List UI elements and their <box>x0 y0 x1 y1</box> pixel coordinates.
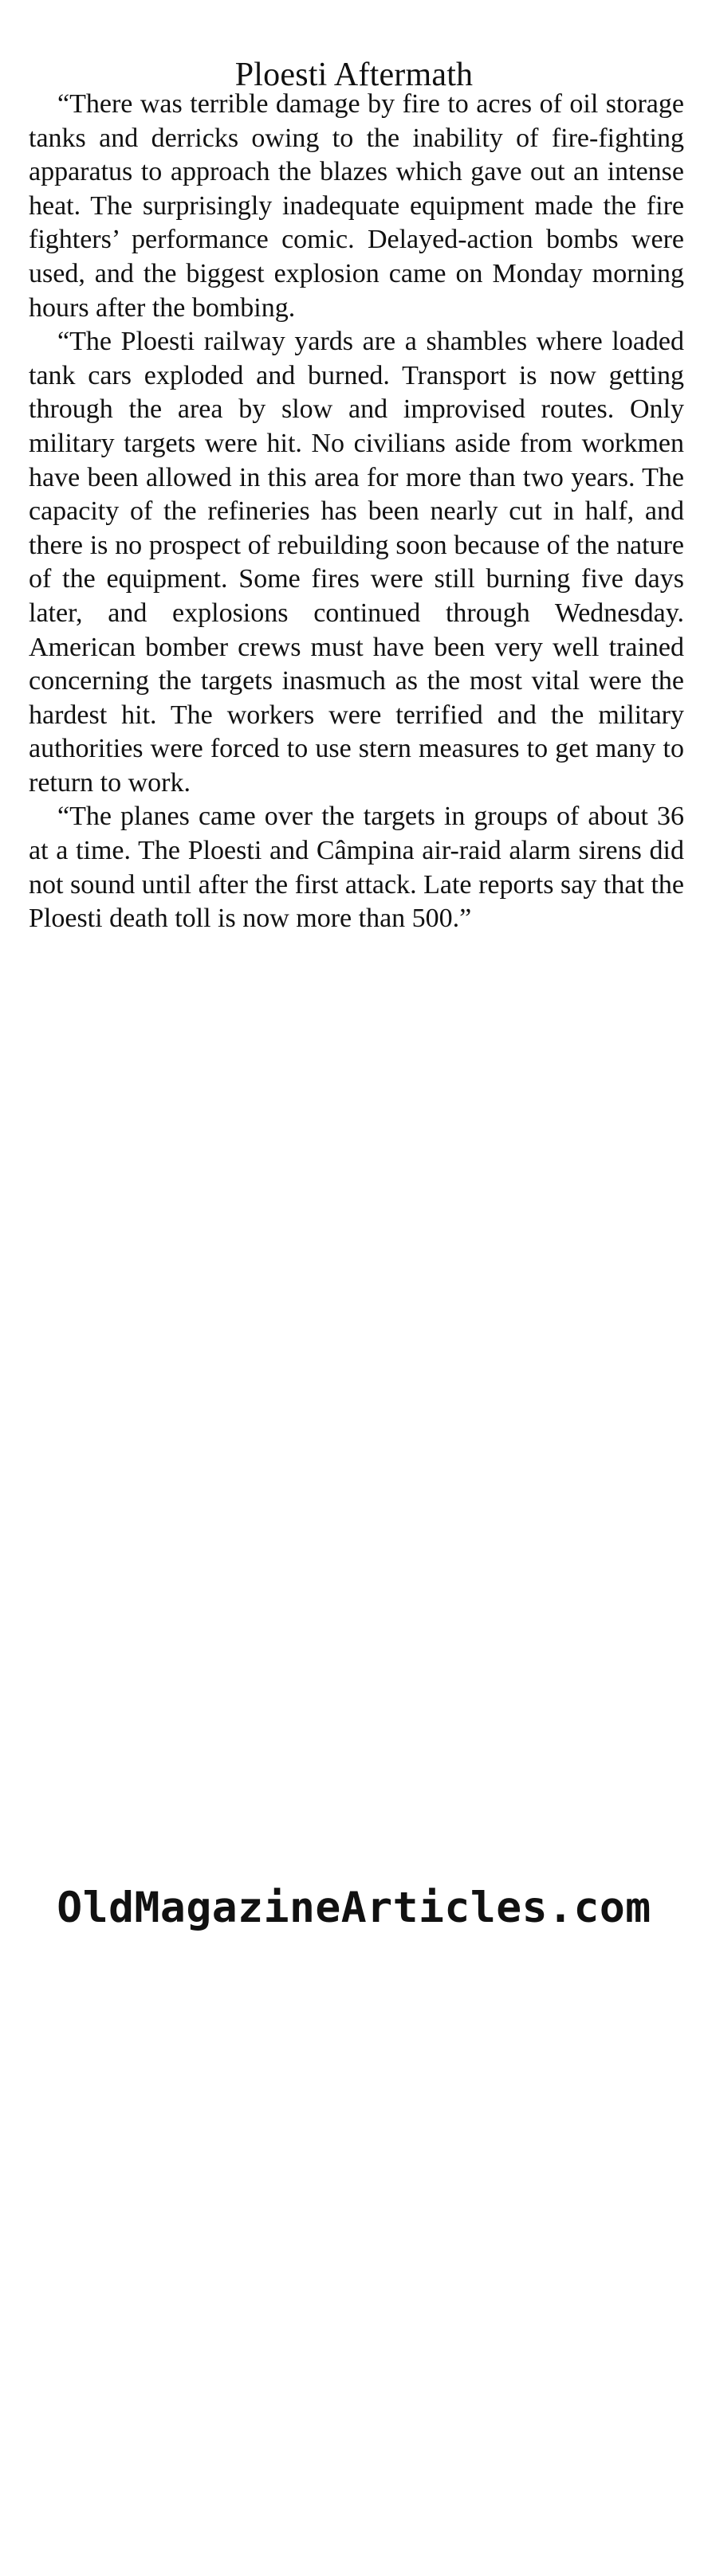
article-title: Ploesti Aftermath <box>234 57 474 94</box>
article-body <box>29 88 684 936</box>
site-watermark: OldMagazineArticles.com <box>57 1884 651 1932</box>
article-paragraph-3: “The planes came over the targets in groups of about 36 at a time. The Ploesti and Câmpina air-raid alarm sirens did not sound until after the first attack. Late reports say that the Ploesti death toll is now more than 500.” <box>29 802 684 934</box>
article-paragraph-2: “The Ploesti railway yards are a shambles where loaded tank cars exploded and burned. Transport is now getting through the area by slow and improvised routes. Only military targets were hit. No civilians aside from workmen have been allowed in this area for more than two years. The capacity of the refineries has been nearly cut in half, and there is no prospect of rebuilding soon because of the nature of the equipment. Some fires were still burning five days later, and explosions continued through Wednesday. American bomber crews must have been very well trained concerning the targets inasmuch as the most vital were the hardest hit. The workers were terrified and the military authorities were forced to use stern measures to get many to return to work. <box>29 327 684 798</box>
article-paragraph-1: “There was terrible damage by fire to acres of oil storage tanks and derricks owing to the inability of fire-fighting apparatus to approach the blazes which gave out an intense heat. The surprisingly inadequate equipment made the fire fighters’ performance comic. Delayed-action bombs were used, and the biggest explosion came on Monday morning hours after the bombing. <box>29 89 684 323</box>
